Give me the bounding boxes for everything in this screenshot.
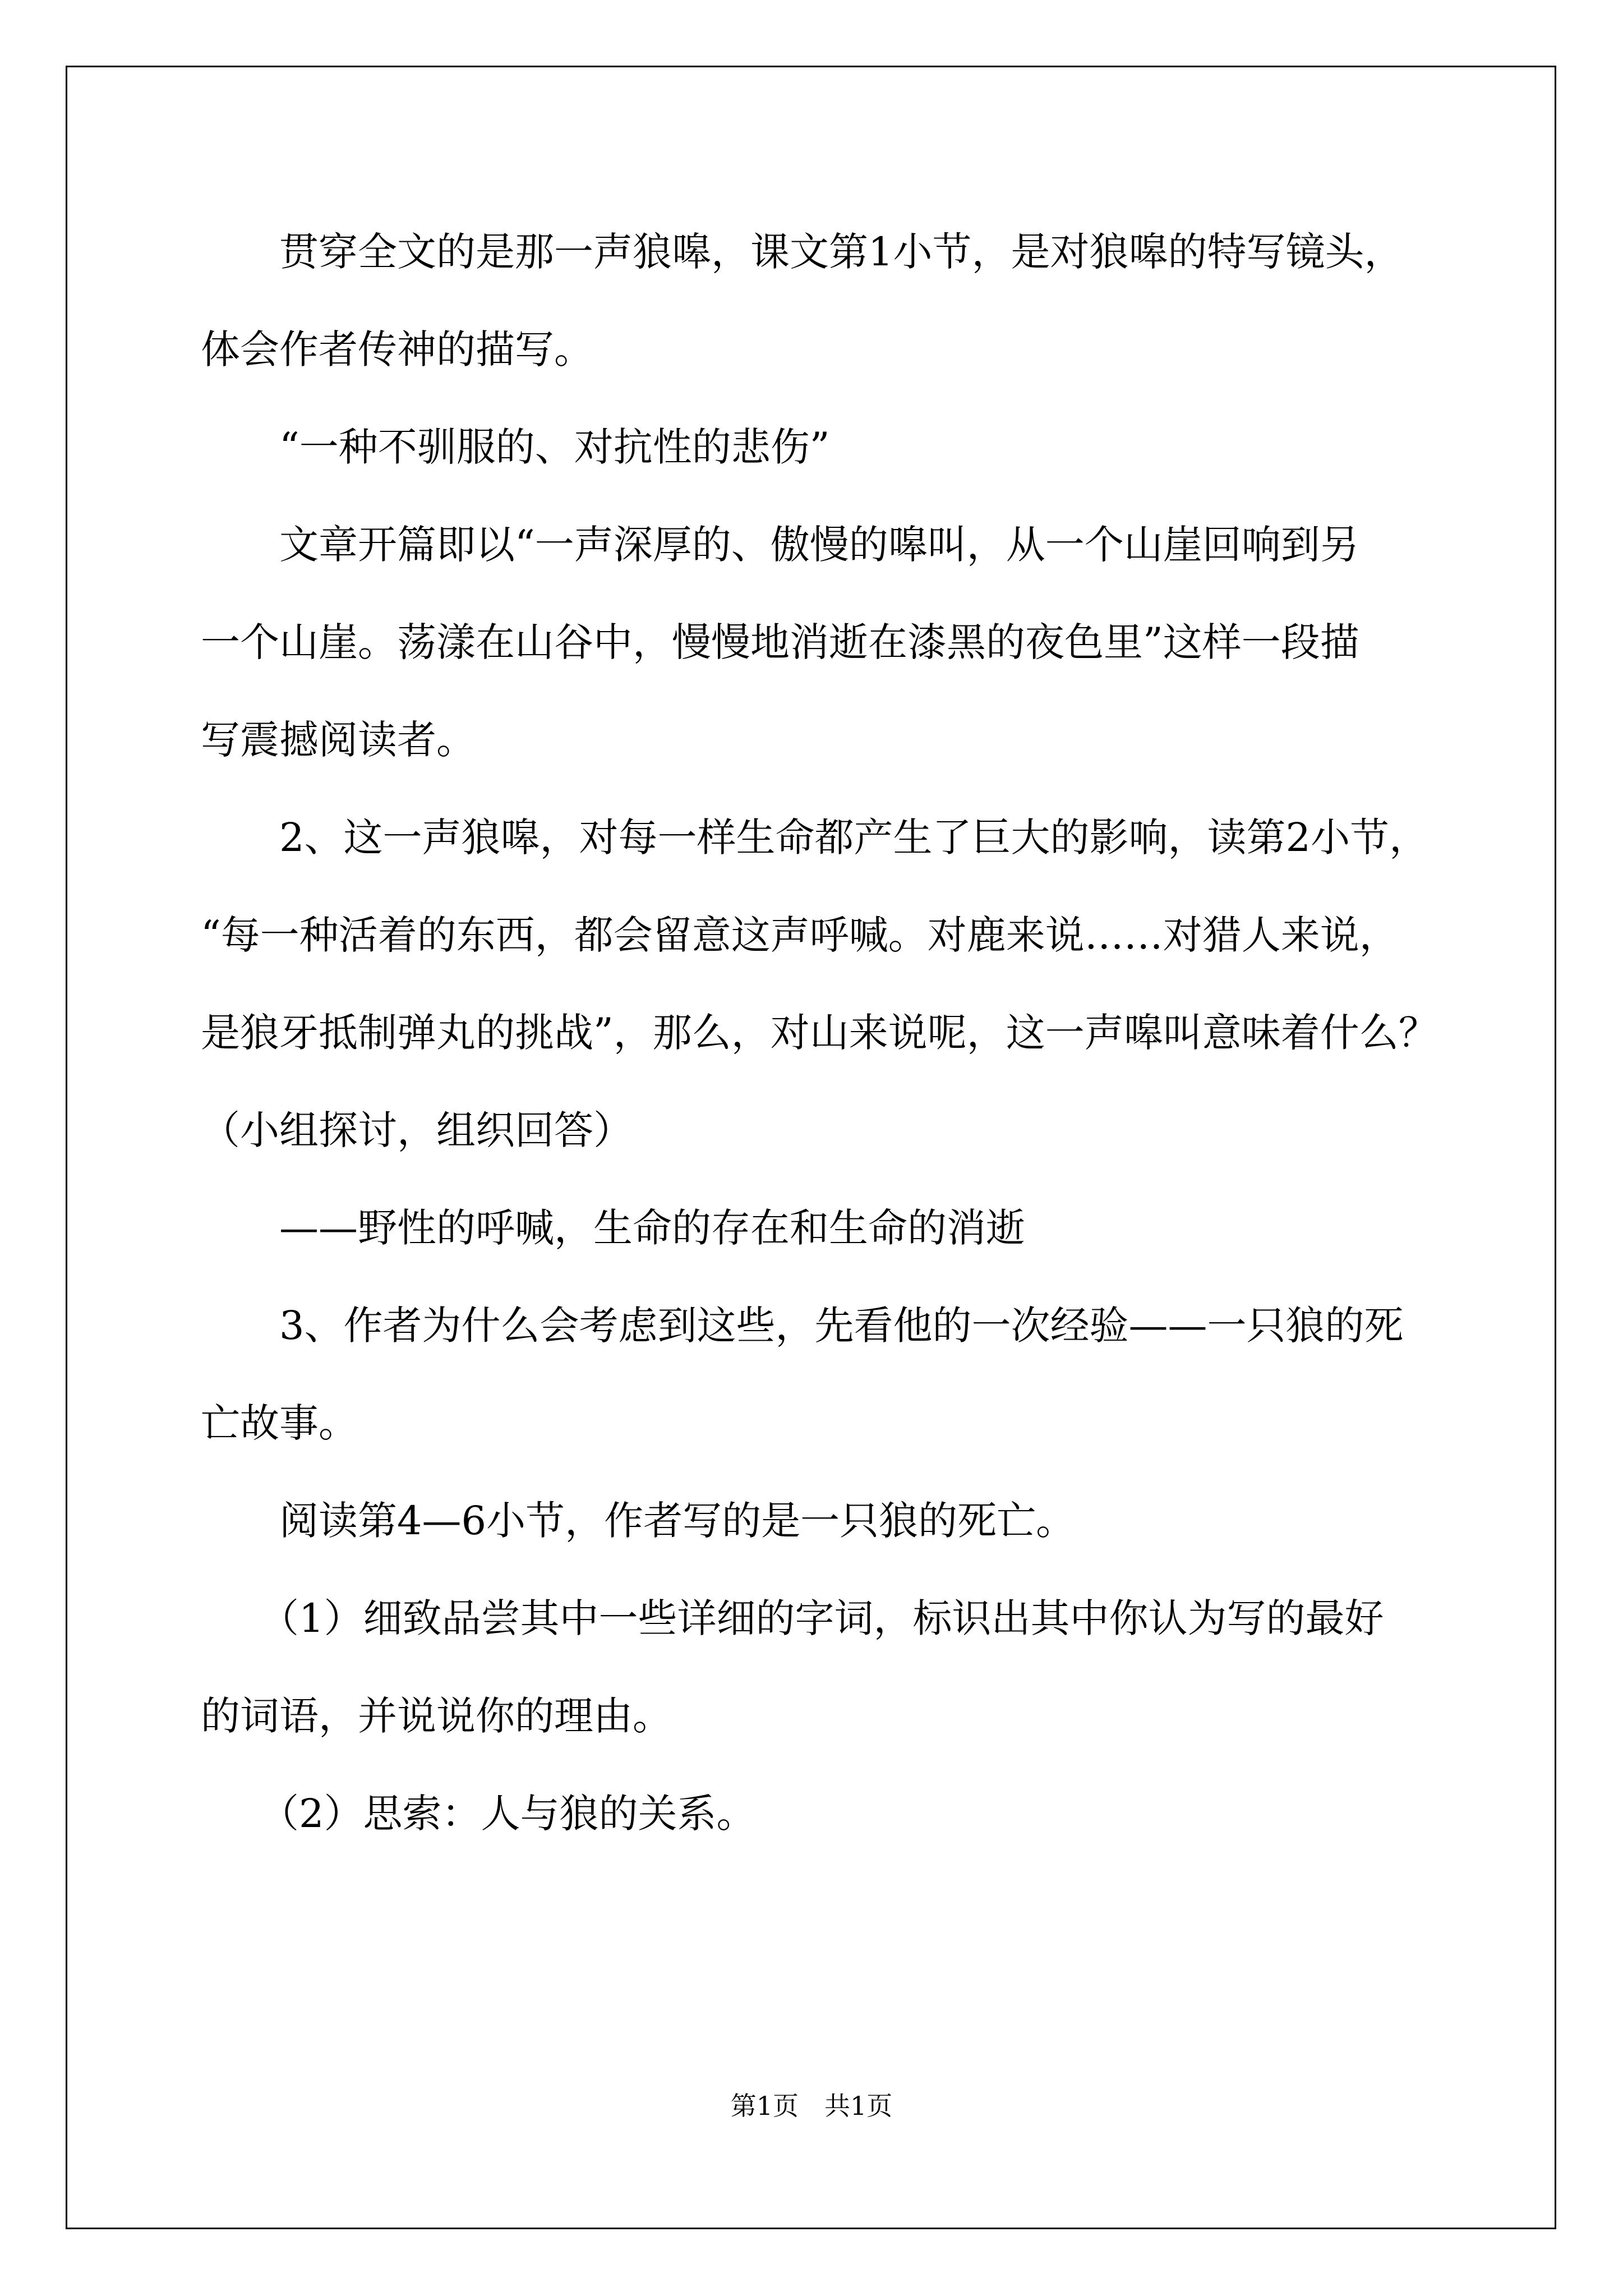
text-line: “每一种活着的东西，都会留意这声呼喊。对鹿来说……对猎人来说， (201, 912, 1399, 958)
text-line: 体会作者传神的描写。 (201, 326, 593, 372)
text-line: 2、这一声狼嗥，对每一样生命都产生了巨大的影响，读第2小节， (201, 815, 1429, 861)
text-line: 文章开篇即以“一声深厚的、傲慢的嗥叫，从一个山崖回响到另 (201, 522, 1359, 568)
text-line: （1）细致品尝其中一些详细的字词，标识出其中你认为写的最好 (201, 1595, 1384, 1641)
text-line: （小组探讨，组织回答） (201, 1107, 633, 1153)
text-line: 阅读第4—6小节，作者写的是一只狼的死亡。 (201, 1498, 1076, 1544)
text-line: 3、作者为什么会考虑到这些，先看他的一次经验——一只狼的死 (201, 1303, 1404, 1349)
document-body (201, 203, 1457, 1862)
text-line: 写震撼阅读者。 (201, 717, 476, 763)
text-line: 一个山崖。荡漾在山谷中，慢慢地消逝在漆黑的夜色里”这样一段描 (201, 619, 1359, 665)
text-line: 是狼牙抵制弹丸的挑战”，那么，对山来说呢，这一声嗥叫意味着什么？ (201, 1010, 1438, 1056)
text-line: “一种不驯服的、对抗性的悲伤” (201, 424, 830, 470)
text-line: ——野性的呼喊，生命的存在和生命的消逝 (201, 1205, 1025, 1251)
text-line: （2）思索：人与狼的关系。 (201, 1791, 756, 1837)
text-line: 的词语，并说说你的理由。 (201, 1693, 672, 1739)
page-number-footer: 第1页 共1页 (730, 2091, 893, 2121)
text-line: 亡故事。 (201, 1400, 358, 1446)
text-line: 贯穿全文的是那一声狼嗥，课文第1小节，是对狼嗥的特写镜头， (201, 229, 1404, 275)
